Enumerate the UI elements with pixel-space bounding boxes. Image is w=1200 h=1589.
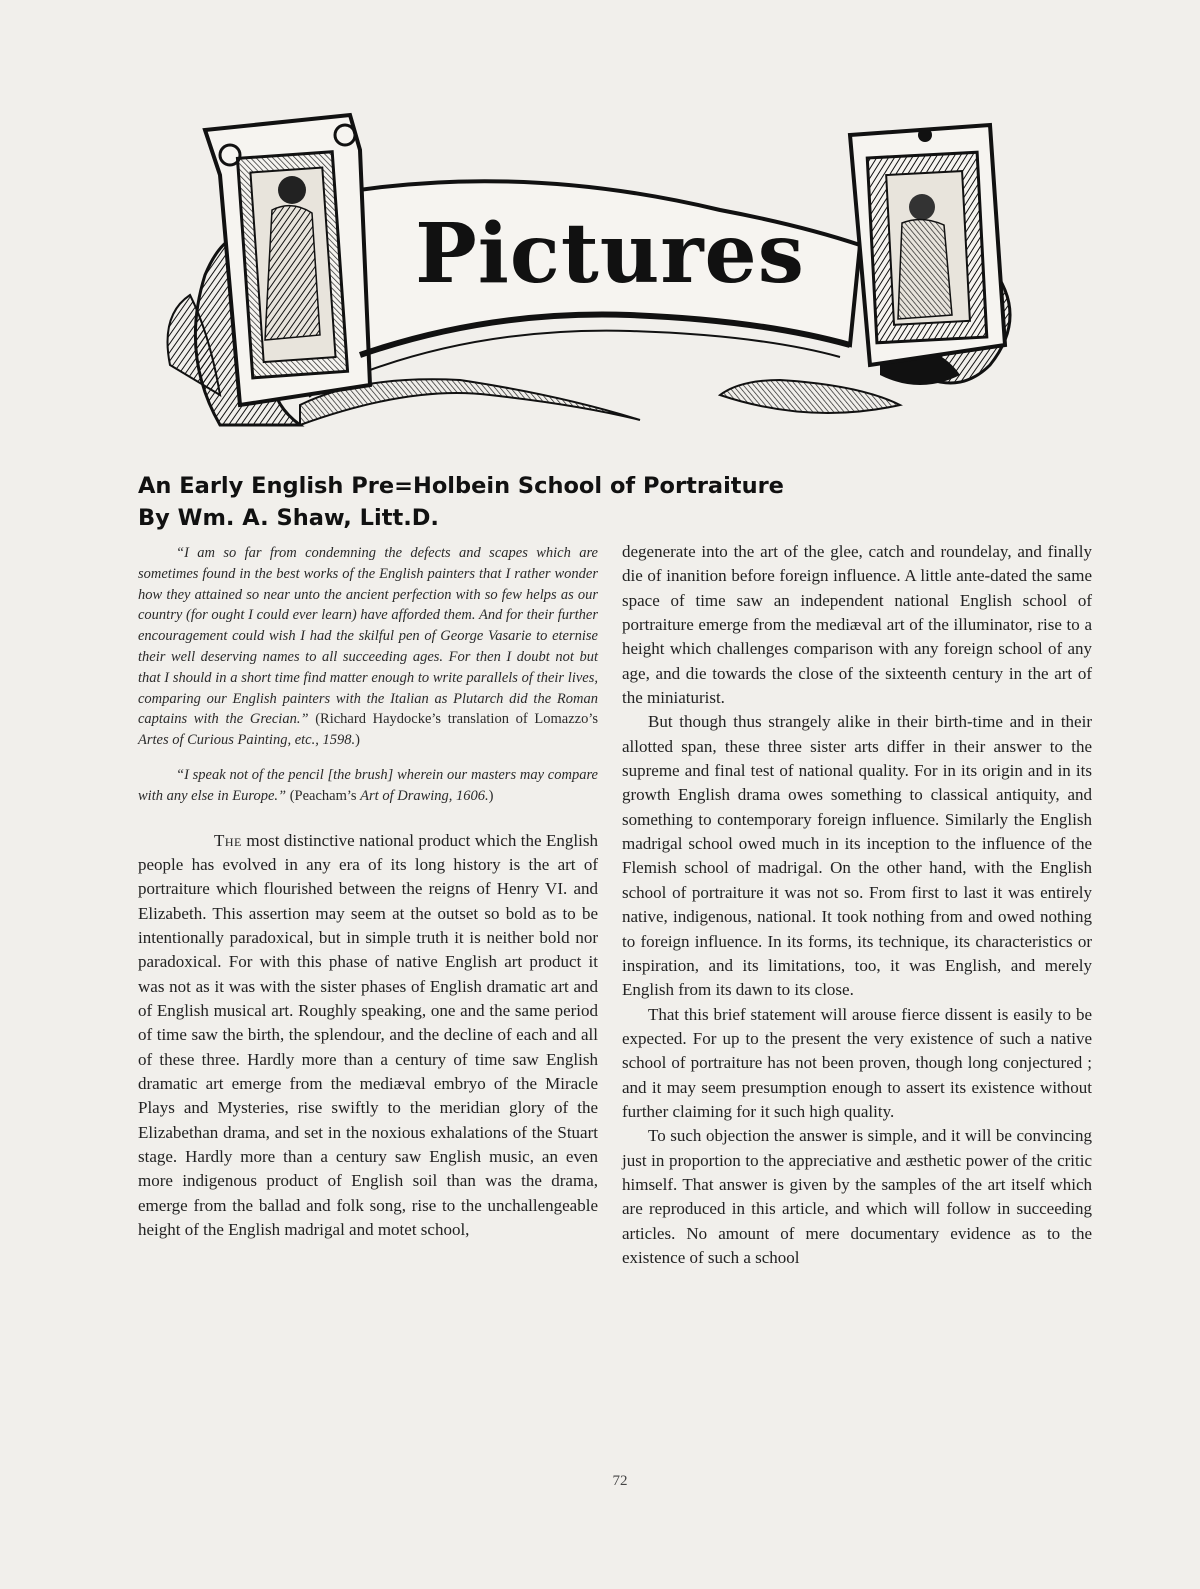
article-title: An Early English Pre=Holbein School of Portraiture: [138, 473, 784, 499]
epigraph-quote-text: “I am so far from condemning the defects and scapes which are sometimes found in the best works of the English painters that I rather wonder how they attained so near unto the ancient perfection with so few helps as our country (for ought I could ever learn) have afforded them. And for their further encouragement could wish I had the skilful pen of George Vasarie to eternise their well deserving names to all succeeding ages. For then I doubt not but that I should in a short time find matter enough to write parallels of their lives, comparing our English painters with the Italian as Plutarch did the Roman captains with the Grecian.”: [138, 545, 598, 728]
body-paragraph: To such objection the answer is simple, and it will be convincing just in proportion to the appreciative and æsthetic power of the critic himself. That answer is given by the samples of the art itself which are reproduced in this article, and which will follow in succeeding articles. No amount of mere documentary evidence as to the existence of such a school: [622, 1126, 1092, 1267]
epigraph-citation-prefix: (Peacham’s: [289, 787, 361, 804]
article-byline: By Wm. A. Shaw, Litt.D.: [138, 505, 439, 531]
epigraph-citation-title: Art of Drawing, 1606.: [360, 787, 489, 804]
banner-title: Pictures: [415, 206, 805, 302]
body-paragraph: [138, 829, 598, 1243]
body-paragraph: That this brief statement will arouse fierce dissent is easily to be expected. For up to the present the very existence of such a native school of portraiture has not been proven, though long conjectured ; and it may seem presumption enough to assert its existence without further claiming for it such high quality.: [622, 1004, 1092, 1121]
epigraph-citation-suffix: ): [355, 732, 360, 749]
left-column: [138, 543, 598, 1242]
body-paragraph-text: most distinctive national product which the English people has evolved in any era of its long history is the art of portraiture which flourished between the reigns of Henry VI. and Elizabeth. This assertion may seem at the outset so bold as to be intentionally paradoxical, but in simple truth it is neither bold nor paradoxical. For with this phase of native English art product it was not as it was with the sister phases of English dramatic art and of English musical art. Roughly speaking, one and the same period of time saw the birth, the splendour, and the decline of each and all of these three. Hardly more than a century of time saw English dramatic art emerge from the mediæval embryo of the Miracle Plays and Mysteries, rise swiftly to the meridian glory of the Elizabethan drama, and set in the noxious exhalations of the Stuart stage. Hardly more than a century saw English music, an even more indigenous product of English soil than was the drama, emerge from the ballad and folk song, rise to the unchallengeable height of the English madrigal and motet school,: [138, 830, 598, 1240]
body-paragraph: degenerate into the art of the glee, catch and roundelay, and finally die of inanition before foreign influence. A little ante-dated the same space of time saw an independent national English school of portraiture emerge from the mediæval art of the illuminator, rise to a height which challenges comparison with any foreign school of any age, and die towards the close of the sixteenth century in the art of the miniaturist.: [622, 542, 1092, 708]
epigraph-quote: [138, 543, 598, 751]
epigraph-quote-text: “I speak not of the pencil [the brush] wherein our masters may compare with any else in Europe.”: [138, 766, 598, 804]
epigraph-citation: [290, 788, 494, 804]
epigraph-citation-title: Artes of Curious Painting, etc., 1598.: [138, 732, 356, 749]
body-paragraph: But though thus strangely alike in their birth-time and in their allotted span, these three sister arts differ in their answer to the supreme and final test of national quality. For in its origin and in its growth English drama owes something to classical antiquity, and something to contemporary foreign influence. Similarly the English madrigal school owed much in its inception to the influence of the Flemish school of madrigal. On the other hand, with the English school of portraiture it was not so. From first to last it was entirely native, indigenous, national. It took nothing from and owed nothing to foreign influence. In its forms, its technique, its characteristics or inspiration, and its limitations, too, it was English, and merely English from its dawn to its close.: [622, 712, 1092, 1000]
epigraph-quote: [138, 765, 598, 807]
epigraph-citation-prefix: (Richard Haydocke’s translation of Lomazzo’s: [315, 711, 599, 728]
drop-word: The: [214, 830, 242, 850]
right-column: [622, 540, 1092, 1270]
page-number: 72: [612, 1473, 628, 1489]
article-headline: [138, 470, 1098, 534]
epigraph-citation-suffix: ): [488, 787, 494, 804]
header-banner: [160, 95, 1035, 435]
